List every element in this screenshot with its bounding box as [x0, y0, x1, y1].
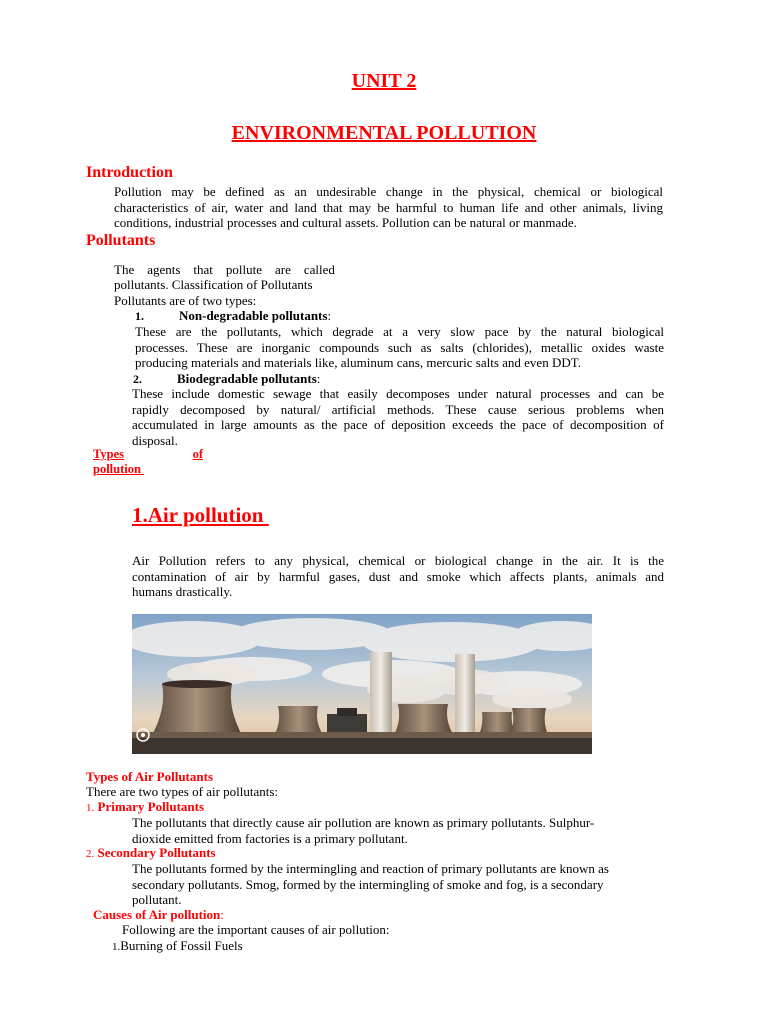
paragraph-line: accumulated in large amounts as the pace of deposition exceeds the pace of decomposition of [132, 417, 664, 432]
pollutants-heading: Pollutants [86, 232, 156, 249]
two-types-line: Pollutants are of two types: [114, 293, 257, 308]
colon: : [316, 371, 321, 386]
item-number: 1. [135, 309, 144, 323]
biodegradable-item [133, 371, 320, 387]
paragraph-line: contamination of air by harmful gases, dust and smoke which affects plants, animals and [132, 568, 664, 584]
colon: : [327, 308, 332, 323]
agents-line: The agents that pollute are called [114, 262, 335, 277]
types-of-pollution-heading [93, 447, 203, 477]
non-degradable-paragraph [135, 324, 664, 371]
non-degradable-item [135, 308, 331, 324]
paragraph-line: rapidly decomposed by natural/ artificial methods. These cause serious problems when [132, 401, 664, 417]
air-pollutants-heading: Types of Air Pollutants [86, 769, 214, 784]
paragraph-line: secondary pollutants. Smog, formed by the intermingling of smoke and fog, is a secondary [132, 876, 604, 892]
intro-line: characteristics of air, water and land that may be harmful to human life and other animals, living [114, 199, 663, 215]
paragraph-line: These are the pollutants, which degrade at a very slow pace by the natural biological [135, 324, 664, 339]
paragraph-line: humans drastically. [132, 584, 233, 599]
biodegradable-label: Biodegradable pollutants [177, 371, 317, 386]
paragraph-line: These include domestic sewage that easily decomposes under natural processes and can be [132, 386, 664, 401]
secondary-pollutants-item [86, 845, 216, 861]
paragraph-line: processes. These are inorganic compounds such as salts (chlorides), metallic oxides waste [135, 339, 664, 355]
biodegradable-paragraph [132, 386, 664, 448]
air-pollution-heading [132, 503, 269, 528]
primary-pollutants-label: Primary Pollutants [97, 799, 205, 814]
types-word: Types [93, 447, 125, 461]
unit-title: UNIT 2 [351, 70, 417, 92]
item-number: 2. [86, 848, 95, 860]
primary-pollutants-item [86, 799, 204, 815]
secondary-pollutants-paragraph [132, 861, 609, 908]
causes-item-1 [112, 938, 243, 955]
non-degradable-label: Non-degradable pollutants [179, 308, 328, 323]
causes-intro: Following are the important causes of air pollution: [122, 922, 390, 937]
paragraph-line: Air Pollution refers to any physical, chemical or biological change in the air. It is the [132, 553, 664, 568]
colon: : [220, 907, 224, 922]
intro-line: conditions, industrial processes and cultural assets. Pollution can be natural or manmade. [114, 215, 577, 230]
paragraph-line: dioxide emitted from factories is a primary pollutant. [132, 830, 408, 846]
primary-pollutants-paragraph [132, 815, 594, 846]
item-number: 2. [133, 372, 142, 386]
power-plant-illustration [132, 614, 592, 754]
intro-line: Pollution may be defined as an undesirable change in the physical, chemical or biological [114, 184, 663, 199]
paragraph-line: The pollutants formed by the intermingling and reaction of primary pollutants are known as [132, 861, 609, 876]
paragraph-line: producing materials and materials like, aluminum cans, mercuric salts and even DDT. [135, 355, 581, 370]
causes-heading-text: Causes of Air pollution [93, 907, 221, 922]
of-word: of [192, 447, 203, 461]
secondary-pollutants-label: Secondary Pollutants [97, 845, 216, 860]
pollution-word: pollution [93, 462, 141, 476]
air-pollution-heading-text: 1.Air pollution [132, 503, 264, 527]
air-pollutants-intro: There are two types of air pollutants: [86, 784, 279, 799]
air-pollution-paragraph [132, 553, 664, 600]
fossil-fuels-text: Burning of Fossil Fuels [120, 938, 243, 953]
intro-paragraph [114, 184, 663, 231]
item-number: 1. [86, 802, 95, 814]
agents-line-2: pollutants. Classification of Pollutants [114, 277, 313, 292]
intro-heading: Introduction [86, 164, 173, 181]
paragraph-line: The pollutants that directly cause air pollution are known as primary pollutants. Sulphur- [132, 815, 595, 830]
item-number: 1. [112, 941, 121, 953]
chapter-title: ENVIRONMENTAL POLLUTION [231, 122, 537, 144]
causes-heading [93, 907, 224, 923]
power-plant-photo [132, 614, 592, 754]
paragraph-line: pollutant. [132, 892, 182, 907]
paragraph-line: disposal. [132, 432, 178, 448]
